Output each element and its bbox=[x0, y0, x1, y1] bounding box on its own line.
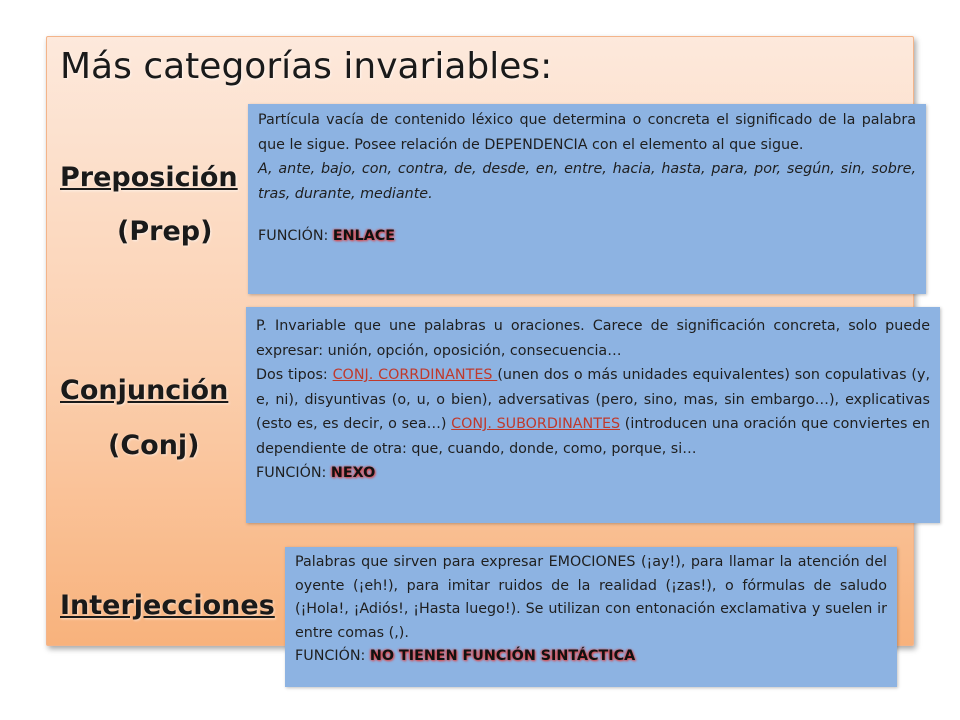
interjecciones-function bbox=[295, 645, 887, 669]
preposicion-function bbox=[258, 224, 916, 249]
function-value: NEXO bbox=[330, 465, 376, 481]
preposicion-definition: Partícula vacía de contenido léxico que determina o concreta el significado de la palabra que le sigue. Posee relación de DEPENDENCIA con el elemento al que sigue. bbox=[258, 112, 916, 153]
conj-coordinantes-link[interactable]: CONJ. CORRDINANTES bbox=[332, 367, 498, 383]
types-intro: Dos tipos: bbox=[256, 367, 333, 383]
category-conjuncion: Conjunción bbox=[60, 375, 229, 406]
category-preposicion-abbr: (Prep) bbox=[117, 216, 213, 247]
function-label: FUNCIÓN: bbox=[258, 228, 333, 244]
conj-subordinantes-link[interactable]: CONJ. SUBORDINANTES bbox=[451, 416, 621, 432]
function-value: ENLACE bbox=[332, 228, 396, 244]
function-label: FUNCIÓN: bbox=[256, 465, 331, 481]
preposicion-examples: A, ante, bajo, con, contra, de, desde, en, entre, hacia, hasta, para, por, según, sin, sobre, tras, durante, mediante. bbox=[258, 161, 916, 202]
function-label: FUNCIÓN: bbox=[295, 648, 370, 664]
category-interjecciones: Interjecciones bbox=[60, 590, 275, 621]
interjecciones-box bbox=[285, 547, 897, 687]
interjecciones-definition: Palabras que sirven para expresar EMOCIONES (¡ay!), para llamar la atención del oyente (¡eh!), para imitar ruidos de la realidad (¡zas!), o fórmulas de saludo (¡Hola!, ¡Adiós!, ¡Hasta luego!). Se utilizan con entonación exclamativa y suelen ir entre comas (,). bbox=[295, 554, 887, 641]
category-conjuncion-abbr: (Conj) bbox=[108, 430, 200, 461]
category-preposicion: Preposición bbox=[60, 162, 238, 193]
slide-title: Más categorías invariables: bbox=[60, 46, 553, 87]
preposicion-box bbox=[248, 104, 926, 294]
conj-subordinantes-desc: (introducen una oración que conviertes en dependiente de otra: que, cuando, donde, como, porque, si… bbox=[256, 416, 930, 457]
conjuncion-types bbox=[256, 363, 930, 461]
conjuncion-box bbox=[246, 307, 940, 523]
conjuncion-function bbox=[256, 461, 930, 486]
conj-coordinantes-desc: (unen dos o más unidades equivalentes) son copulativas (y, e, ni), disyuntivas (o, u, o bien), adversativas (pero, sino, mas, sin embargo…), explicativas (esto es, es decir, o sea…) bbox=[256, 367, 930, 432]
function-value: NO TIENEN FUNCIÓN SINTÁCTICA bbox=[369, 648, 636, 664]
conjuncion-definition: P. Invariable que une palabras u oraciones. Carece de significación concreta, solo puede expresar: unión, opción, oposición, consecuencia… bbox=[256, 318, 930, 359]
